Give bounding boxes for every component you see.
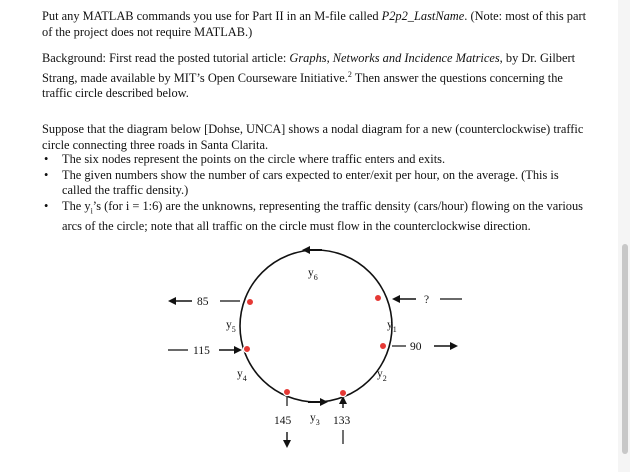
arc-label-y4: $y_4$ xyxy=(237,368,247,383)
scrollbar-thumb[interactable] xyxy=(622,244,628,454)
node-bottom-right xyxy=(339,389,346,396)
label-unknown: ? xyxy=(424,294,430,306)
bullet-symbol: • xyxy=(44,152,49,166)
instructions-suffix: . (Note: most of this part of the project does not require MATLAB.) xyxy=(42,9,587,39)
arc-label-y5: $y_5$ xyxy=(226,319,236,334)
bullet-sub: i xyxy=(90,206,93,216)
arc-label-y2: $y_2$ xyxy=(377,368,387,383)
label-133: 133 xyxy=(333,415,351,427)
node-left-top xyxy=(246,298,253,305)
intro-paragraph: Suppose that the diagram below [Dohse, UNCA] shows a nodal diagram for a new (counterclockwise) traffic circle connecting three roads in Santa Clarita. xyxy=(42,122,584,152)
bullet-symbol: • xyxy=(44,198,49,213)
background-tail: Then answer the questions concerning the traffic circle described below. xyxy=(42,70,563,101)
node-left-mid xyxy=(243,345,250,352)
arc-label-y3: $y_3$ xyxy=(310,412,320,427)
background-lead: Background: First read the posted tutorial article: xyxy=(42,51,290,65)
background-mid: , by Dr. Gilbert Strang, made available by MIT’s Open Courseware Initiative. xyxy=(42,51,576,85)
label-90: 90 xyxy=(410,341,422,353)
label-85: 85 xyxy=(197,296,209,308)
bullet-text: ’s (for i = 1:6) are the unknowns, representing the traffic density (cars/hour) flowing on the various arcs of the circle; note that all traffic on the circle must flow in the counterclockwise direction. xyxy=(62,198,584,233)
bullet-text: The six nodes represent the points on the circle where traffic enters and exits. xyxy=(62,152,446,166)
arc-label-y6: $y_6$ xyxy=(308,267,318,282)
arc-label-y1: $y_1$ xyxy=(387,319,397,334)
article-title: Graphs, Networks and Incidence Matrices xyxy=(289,51,500,65)
filename: P2p2_LastName xyxy=(381,9,465,23)
node-right-mid xyxy=(379,342,386,349)
label-145: 145 xyxy=(274,415,292,427)
label-115: 115 xyxy=(193,345,210,357)
bullet-text: The given numbers show the number of cars expected to enter/exit per hour, on the average. (This is called the traffic density.) xyxy=(62,167,559,198)
node-bottom-left xyxy=(283,388,290,395)
bullet-text-pre: The y xyxy=(62,198,91,213)
scrollbar-track[interactable] xyxy=(618,0,630,472)
bullet-symbol: • xyxy=(44,167,49,182)
instructions-prefix: Put any MATLAB commands you use for Part II in an M-file called xyxy=(42,9,382,23)
footnote-marker: 2 xyxy=(347,69,352,79)
node-right-top xyxy=(374,294,381,301)
